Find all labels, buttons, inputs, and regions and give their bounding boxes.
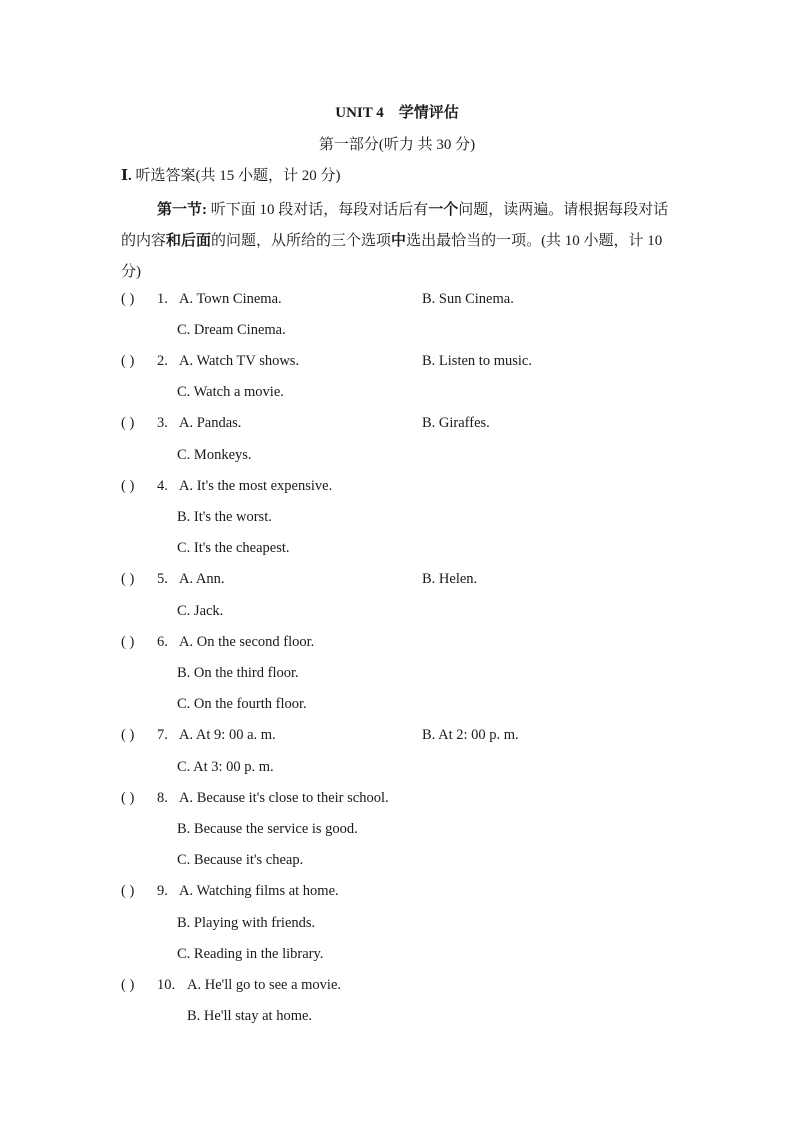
question-2-line-2 [0,384,794,406]
question-number: 8. [157,790,168,806]
answer-blank[interactable]: ( ) [121,571,135,587]
option-b: B. On the third floor. [177,665,299,681]
option-a: A. He'll go to see a movie. [187,977,342,993]
section-number: Ⅰ. [121,168,132,184]
section-heading-text: 听选答案(共 15 小题，计 20 分) [135,168,341,184]
option-a: A. Town Cinema. [179,291,282,307]
option-c: C. Watch a movie. [177,384,284,400]
option-c: C. Reading in the library. [177,946,324,962]
question-6-line-2 [0,665,794,687]
section-instructions [121,195,679,288]
option-c: C. Monkeys. [177,447,252,463]
option-b: B. Helen. [422,571,478,587]
question-4 [0,478,794,500]
instruction-part-1: 听下面 10 段对话，每段对话后有 [207,202,429,218]
option-b: B. Because the service is good. [177,821,358,837]
option-a: A. At 9: 00 a. m. [179,727,276,743]
question-5 [0,571,794,593]
answer-blank[interactable]: ( ) [121,883,135,899]
option-a: A. Pandas. [179,415,242,431]
question-9-line-3 [0,946,794,968]
answer-blank[interactable]: ( ) [121,790,135,806]
answer-blank[interactable]: ( ) [121,291,135,307]
option-b: B. Sun Cinema. [422,291,514,307]
question-number: 3. [157,415,168,431]
question-8-line-2 [0,821,794,843]
question-number: 6. [157,634,168,650]
question-7-line-2 [0,759,794,781]
option-b: B. He'll stay at home. [187,1008,313,1024]
option-a: A. On the second floor. [179,634,315,650]
option-a: A. Watching films at home. [179,883,339,899]
question-7 [0,727,794,749]
instruction-part-4: 选出最恰当的一项。(共 10 小题，计 10 分) [121,233,663,280]
question-3-line-2 [0,447,794,469]
option-c: C. It's the cheapest. [177,540,290,556]
option-c: C. Jack. [177,603,224,619]
section-heading [121,164,341,185]
instruction-emphasis-2: 和后面 [166,233,212,249]
part-subtitle: 第一部分(听力 共 30 分) [318,137,476,153]
question-5-line-2 [0,603,794,625]
option-a: A. It's the most expensive. [179,478,333,494]
question-2 [0,353,794,375]
answer-blank[interactable]: ( ) [121,727,135,743]
option-b: B. It's the worst. [177,509,272,525]
option-b: B. Listen to music. [422,353,532,369]
option-b: B. Giraffes. [422,415,490,431]
question-10 [0,977,794,999]
question-number: 2. [157,353,168,369]
option-b: B. Playing with friends. [177,915,316,931]
instruction-lead: 第一节: [157,202,207,218]
question-1 [0,291,794,313]
option-c: C. On the fourth floor. [177,696,307,712]
option-c: C. Dream Cinema. [177,322,286,338]
question-1-line-2 [0,322,794,344]
option-a: A. Ann. [179,571,225,587]
question-4-line-2 [0,509,794,531]
option-a: A. Watch TV shows. [179,353,300,369]
option-c: C. At 3: 00 p. m. [177,759,274,775]
answer-blank[interactable]: ( ) [121,415,135,431]
question-number: 1. [157,291,168,307]
question-number: 5. [157,571,168,587]
question-6 [0,634,794,656]
answer-blank[interactable]: ( ) [121,634,135,650]
question-number: 7. [157,727,168,743]
answer-blank[interactable]: ( ) [121,478,135,494]
question-6-line-3 [0,696,794,718]
question-number: 4. [157,478,168,494]
question-8 [0,790,794,812]
answer-blank[interactable]: ( ) [121,353,135,369]
option-c: C. Because it's cheap. [177,852,304,868]
question-3 [0,415,794,437]
question-9-line-2 [0,915,794,937]
instruction-emphasis-1: 一个 [428,202,459,218]
instruction-emphasis-3: 中 [391,233,407,249]
instruction-part-3: 的问题，从所给的三个选项 [211,233,392,249]
question-10-line-2 [0,1008,794,1030]
option-a: A. Because it's close to their school. [179,790,389,806]
question-8-line-3 [0,852,794,874]
question-4-line-3 [0,540,794,562]
instruction-part-2: 问题，读两遍。请根据每段对话的内容 [121,202,669,249]
option-b: B. At 2: 00 p. m. [422,727,519,743]
question-number: 9. [157,883,168,899]
page-title: UNIT 4 学情评估 [335,105,459,121]
answer-blank[interactable]: ( ) [121,977,135,993]
question-9 [0,883,794,905]
question-number: 10. [157,977,176,993]
